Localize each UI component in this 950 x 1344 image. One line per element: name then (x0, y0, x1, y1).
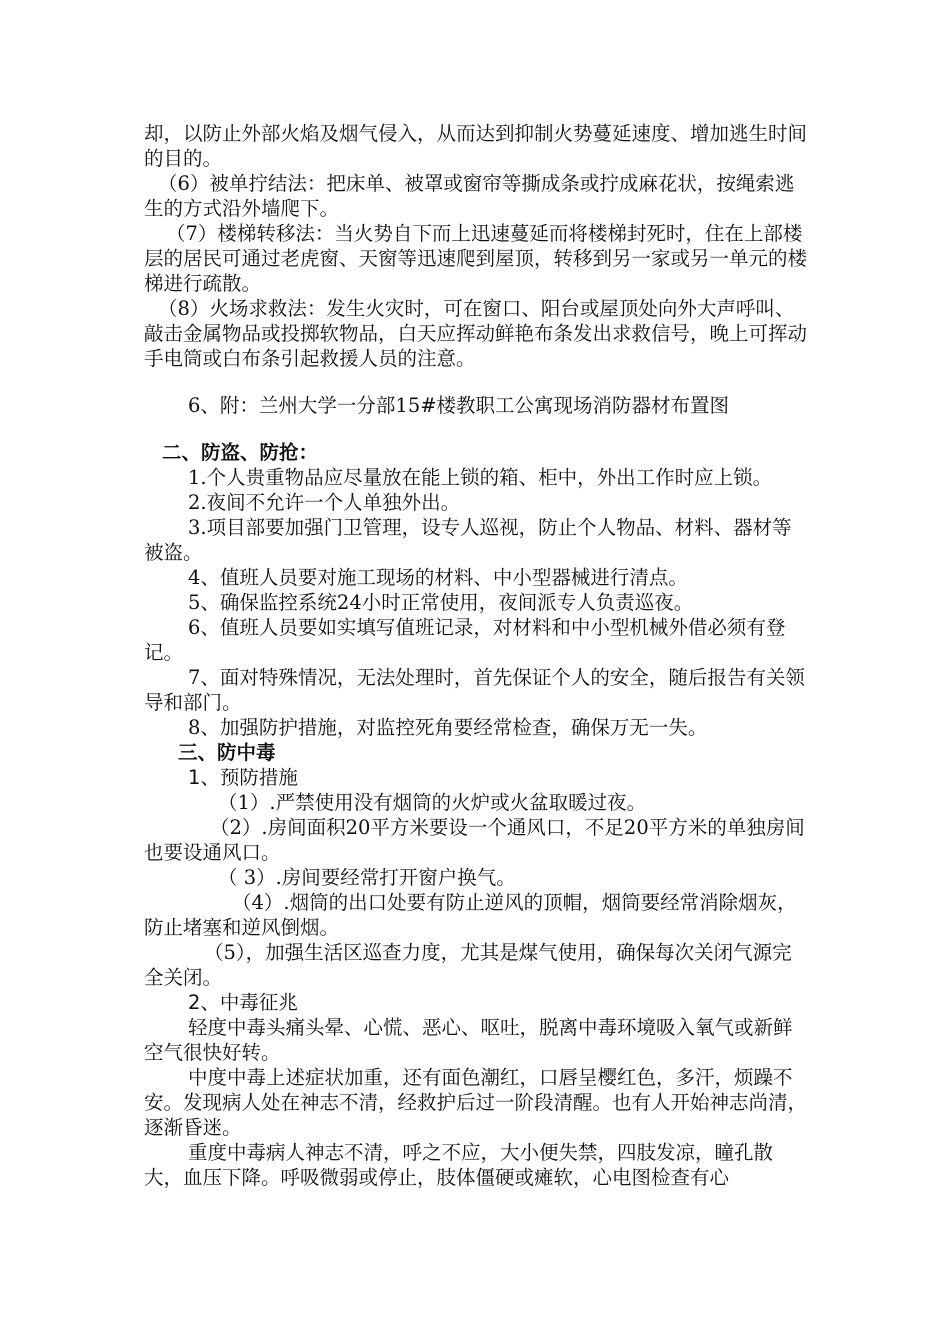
list-item: （2）.房间面积20平方米要设一个通风口，不足20平方米的单独房间也要设通风口。 (144, 816, 805, 864)
list-item: 2.夜间不允许一个人单独外出。 (188, 491, 461, 514)
paragraph-method-7: （7）楼梯转移法：当火势自下而上迅速蔓延而将楼梯封死时，住在上部楼层的居民可通过老虎窗、天窗等迅速爬到屋顶，转移到另一家或另一单元的楼梯进行疏散。 (144, 222, 808, 295)
section-heading-anti-theft: 二、防盗、防抢： (162, 441, 319, 464)
paragraph-mild: 轻度中毒头痛头晕、心慌、恶心、呕吐，脱离中毒环境吸入氧气或新鲜空气很快好转。 (144, 1016, 793, 1064)
list-item: （4）.烟筒的出口处要有防止逆风的顶帽，烟筒要经常消除烟灰，防止堵塞和逆风倒烟。 (144, 891, 797, 939)
paragraph-method-6: （6）被单拧结法：把床单、被罩或窗帘等撕成条或拧成麻花状，按绳索逃生的方式沿外墙爬下。 (144, 172, 795, 220)
list-item: 4、值班人员要对施工现场的材料、中小型器械进行清点。 (188, 566, 688, 589)
appendix-line: 6、附：兰州大学一分部15#楼教职工公寓现场消防器材布置图 (188, 394, 730, 417)
list-item: 6、值班人员要如实填写值班记录，对材料和中小型机械外借必须有登记。 (144, 616, 786, 664)
list-item: 5、确保监控系统24小时正常使用，夜间派专人负责巡夜。 (188, 591, 694, 614)
paragraph-continuation: 却，以防止外部火焰及烟气侵入，从而达到抑制火势蔓延速度、增加逃生时间的目的。 (144, 122, 808, 170)
list-item: （5），加强生活区巡查力度，尤其是煤气使用，确保每次关闭气源完全关闭。 (144, 941, 792, 989)
subheading-prevention: 1、预防措施 (188, 766, 298, 789)
list-item: （1）.严禁使用没有烟筒的火炉或火盆取暖过夜。 (218, 791, 647, 814)
paragraph-moderate: 中度中毒上述症状加重，还有面色潮红，口唇呈樱红色，多汗，烦躁不安。发现病人处在神志不清，经救护后过一阶段清醒。也有人开始神志尚清，逐渐昏迷。 (144, 1066, 808, 1139)
subheading-symptoms: 2、中毒征兆 (188, 991, 298, 1014)
paragraph-severe: 重度中毒病人神志不清，呼之不应，大小便失禁，四肢发凉，瞳孔散大，血压下降。呼吸微弱或停止，肢体僵硬或瘫软，心电图检查有心 (144, 1141, 774, 1189)
page-body (144, 121, 810, 1190)
paragraph-method-8: （8）火场求救法：发生火灾时，可在窗口、阳台或屋顶处向外大声呼叫、敲击金属物品或投掷软物品，白天应挥动鲜艳布条发出求救信号，晚上可挥动手电筒或白布条引起救援人员的注意。 (144, 297, 808, 370)
list-item: 3.项目部要加强门卫管理，设专人巡视，防止个人物品、材料、器材等被盗。 (144, 516, 792, 564)
list-item: 7、面对特殊情况，无法处理时，首先保证个人的安全，随后报告有关领导和部门。 (144, 666, 805, 714)
list-item: 1.个人贵重物品应尽量放在能上锁的箱、柜中，外出工作时应上锁。 (188, 466, 773, 489)
list-item: 8、加强防护措施，对监控死角要经常检查，确保万无一失。 (188, 716, 708, 739)
section-heading-anti-poison: 三、防中毒 (178, 741, 276, 764)
list-item: （ 3）.房间要经常打开窗户换气。 (218, 866, 516, 889)
